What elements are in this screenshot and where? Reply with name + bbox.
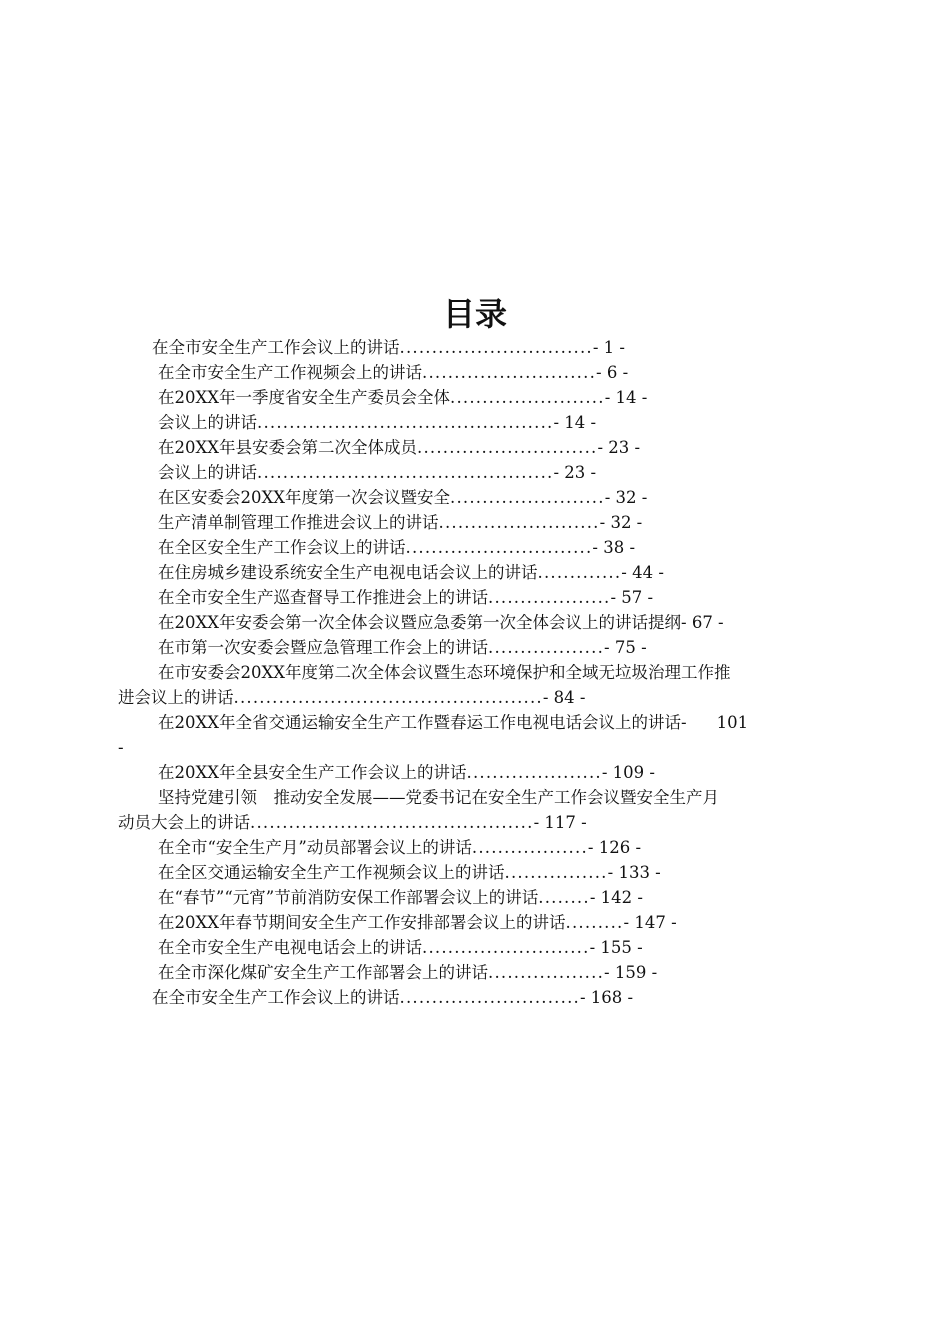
toc-entry[interactable] <box>158 411 798 435</box>
toc-entry-title: 在全区安全生产工作会议上的讲话 <box>158 538 406 557</box>
toc-page-number: - 168 - <box>579 988 634 1007</box>
toc-entry[interactable] <box>118 736 218 760</box>
toc-leader: .................. <box>488 963 605 982</box>
toc-page-number: - 84 - <box>542 688 586 707</box>
toc-page-number: 101 <box>716 713 749 732</box>
toc-entry-title: 动员大会上的讲话 <box>118 813 250 832</box>
toc-entry[interactable] <box>158 461 798 485</box>
toc-leader: ............. <box>537 563 622 582</box>
toc-entry-title: 在20XX年县安委会第二次全体成员 <box>158 438 417 457</box>
toc-leader: ................ <box>504 863 608 882</box>
toc-page-number: - 14 - <box>604 388 648 407</box>
toc-entry[interactable] <box>118 686 798 710</box>
toc-entry[interactable] <box>158 961 798 985</box>
toc-entry[interactable] <box>158 861 798 885</box>
toc-entry[interactable] <box>158 486 798 510</box>
toc-page-number: - 147 - <box>623 913 677 932</box>
toc-entry-title: 进会议上的讲话 <box>118 688 234 707</box>
toc-entry-title: 在全市安全生产工作会议上的讲话 <box>152 988 400 1007</box>
toc-leader: ............................................ <box>250 813 534 832</box>
toc-entry-title: 会议上的讲话 <box>158 413 257 432</box>
toc-entry[interactable] <box>158 511 798 535</box>
toc-entry[interactable] <box>158 561 798 585</box>
toc-page-number: - 23 - <box>553 463 597 482</box>
toc-page-number: - 126 - <box>587 838 642 857</box>
toc-entry-title: 在全市安全生产电视电话会上的讲话 <box>158 938 422 957</box>
toc-leader: .............................................. <box>257 413 554 432</box>
toc-entry[interactable] <box>158 786 828 810</box>
toc-entry[interactable] <box>152 986 792 1010</box>
toc-entry-title: 坚持党建引领 推动安全发展——党委书记在安全生产工作会议暨安全生产月 <box>158 788 719 807</box>
toc-entry-title: 在20XX年全省交通运输安全生产工作暨春运工作电视电话会议上的讲话- <box>158 713 687 732</box>
toc-entry-title: - <box>118 738 124 757</box>
toc-leader: ............................. <box>405 538 593 557</box>
toc-page-number: - 142 - <box>589 888 643 907</box>
toc-page-number: - 1 - <box>592 338 625 357</box>
toc-entry-title: 在区安委会20XX年度第一次会议暨安全 <box>158 488 450 507</box>
toc-leader: ..................... <box>466 763 602 782</box>
toc-entry[interactable] <box>158 661 828 685</box>
toc-entry-title: 在市安委会20XX年度第二次全体会议暨生态环境保护和全域无垃圾治理工作推 <box>158 663 731 682</box>
toc-page-number: - 133 - <box>607 863 661 882</box>
toc-leader: ................................................ <box>233 688 543 707</box>
toc-entry[interactable] <box>158 586 798 610</box>
toc-entry-title: 生产清单制管理工作推进会议上的讲话 <box>158 513 439 532</box>
toc-entry-title: 在市第一次安委会暨应急管理工作会上的讲话 <box>158 638 488 657</box>
toc-leader: ............................ <box>399 988 580 1007</box>
page-title: 目录 <box>442 295 507 333</box>
toc-leader: ......................... <box>438 513 600 532</box>
toc-entry[interactable] <box>158 711 828 735</box>
toc-page-number: - 32 - <box>599 513 643 532</box>
toc-leader: .................. <box>488 638 605 657</box>
toc-entry-title: 会议上的讲话 <box>158 463 257 482</box>
toc-leader: .................. <box>471 838 588 857</box>
toc-leader: .......................... <box>422 938 590 957</box>
toc-entry-title: 在住房城乡建设系统安全生产电视电话会议上的讲话 <box>158 563 538 582</box>
toc-leader: ......... <box>565 913 624 932</box>
toc-page-number: - 23 - <box>597 438 641 457</box>
toc-leader: ................... <box>488 588 611 607</box>
toc-page-number: - 117 - <box>533 813 587 832</box>
toc-entry-title: 在全市安全生产工作会议上的讲话 <box>152 338 400 357</box>
toc-leader: .............................. <box>399 338 593 357</box>
toc-leader: ........................... <box>422 363 597 382</box>
toc-entry[interactable] <box>118 811 798 835</box>
toc-entry[interactable] <box>158 436 798 460</box>
toc-entry-title: 在全市“安全生产月”动员部署会议上的讲话 <box>158 838 472 857</box>
toc-page-number: - 38 - <box>592 538 636 557</box>
toc-page-number: - 44 - <box>621 563 664 582</box>
toc-entry[interactable] <box>158 361 798 385</box>
toc-entry[interactable] <box>152 336 792 360</box>
toc-page-number: - 67 - <box>681 613 724 632</box>
toc-leader: ........................ <box>450 488 605 507</box>
toc-entry[interactable] <box>158 386 798 410</box>
toc-entry[interactable] <box>158 761 798 785</box>
toc-entry[interactable] <box>158 536 798 560</box>
toc-page-number: - 32 - <box>604 488 648 507</box>
toc-page-number: - 75 - <box>604 638 647 657</box>
toc-leader: ............................ <box>417 438 598 457</box>
toc-entry-title: 在20XX年安委会第一次全体会议暨应急委第一次全体会议上的讲话提纲 <box>158 613 681 632</box>
toc-page-number: - 6 - <box>596 363 629 382</box>
toc-entry[interactable] <box>158 836 798 860</box>
toc-entry[interactable] <box>158 936 798 960</box>
toc-entry-title: 在全市深化煤矿安全生产工作部署会上的讲话 <box>158 963 488 982</box>
toc-leader: ........ <box>538 888 590 907</box>
toc-entry-title: 在全区交通运输安全生产工作视频会议上的讲话 <box>158 863 505 882</box>
toc-page-number: - 109 - <box>601 763 655 782</box>
toc-entry-title: 在20XX年春节期间安全生产工作安排部署会议上的讲话 <box>158 913 566 932</box>
toc-entry[interactable] <box>158 886 798 910</box>
toc-entry[interactable] <box>158 636 798 660</box>
toc-leader: ........................ <box>450 388 605 407</box>
toc-leader: .............................................. <box>257 463 554 482</box>
toc-entry-title: 在20XX年全县安全生产工作会议上的讲话 <box>158 763 467 782</box>
toc-page-number: - 57 - <box>610 588 654 607</box>
toc-entry-title: 在全市安全生产工作视频会上的讲话 <box>158 363 422 382</box>
toc-entry[interactable] <box>158 611 828 635</box>
toc-entry-title: 在20XX年一季度省安全生产委员会全体 <box>158 388 450 407</box>
toc-entry[interactable] <box>158 911 798 935</box>
toc-page-number: - 14 - <box>553 413 597 432</box>
toc-page-number: - 159 - <box>604 963 658 982</box>
toc-entry-title: 在“春节”“元宵”节前消防安保工作部署会议上的讲话 <box>158 888 539 907</box>
toc-entry-title: 在全市安全生产巡查督导工作推进会上的讲话 <box>158 588 488 607</box>
toc-page-number: - 155 - <box>589 938 643 957</box>
